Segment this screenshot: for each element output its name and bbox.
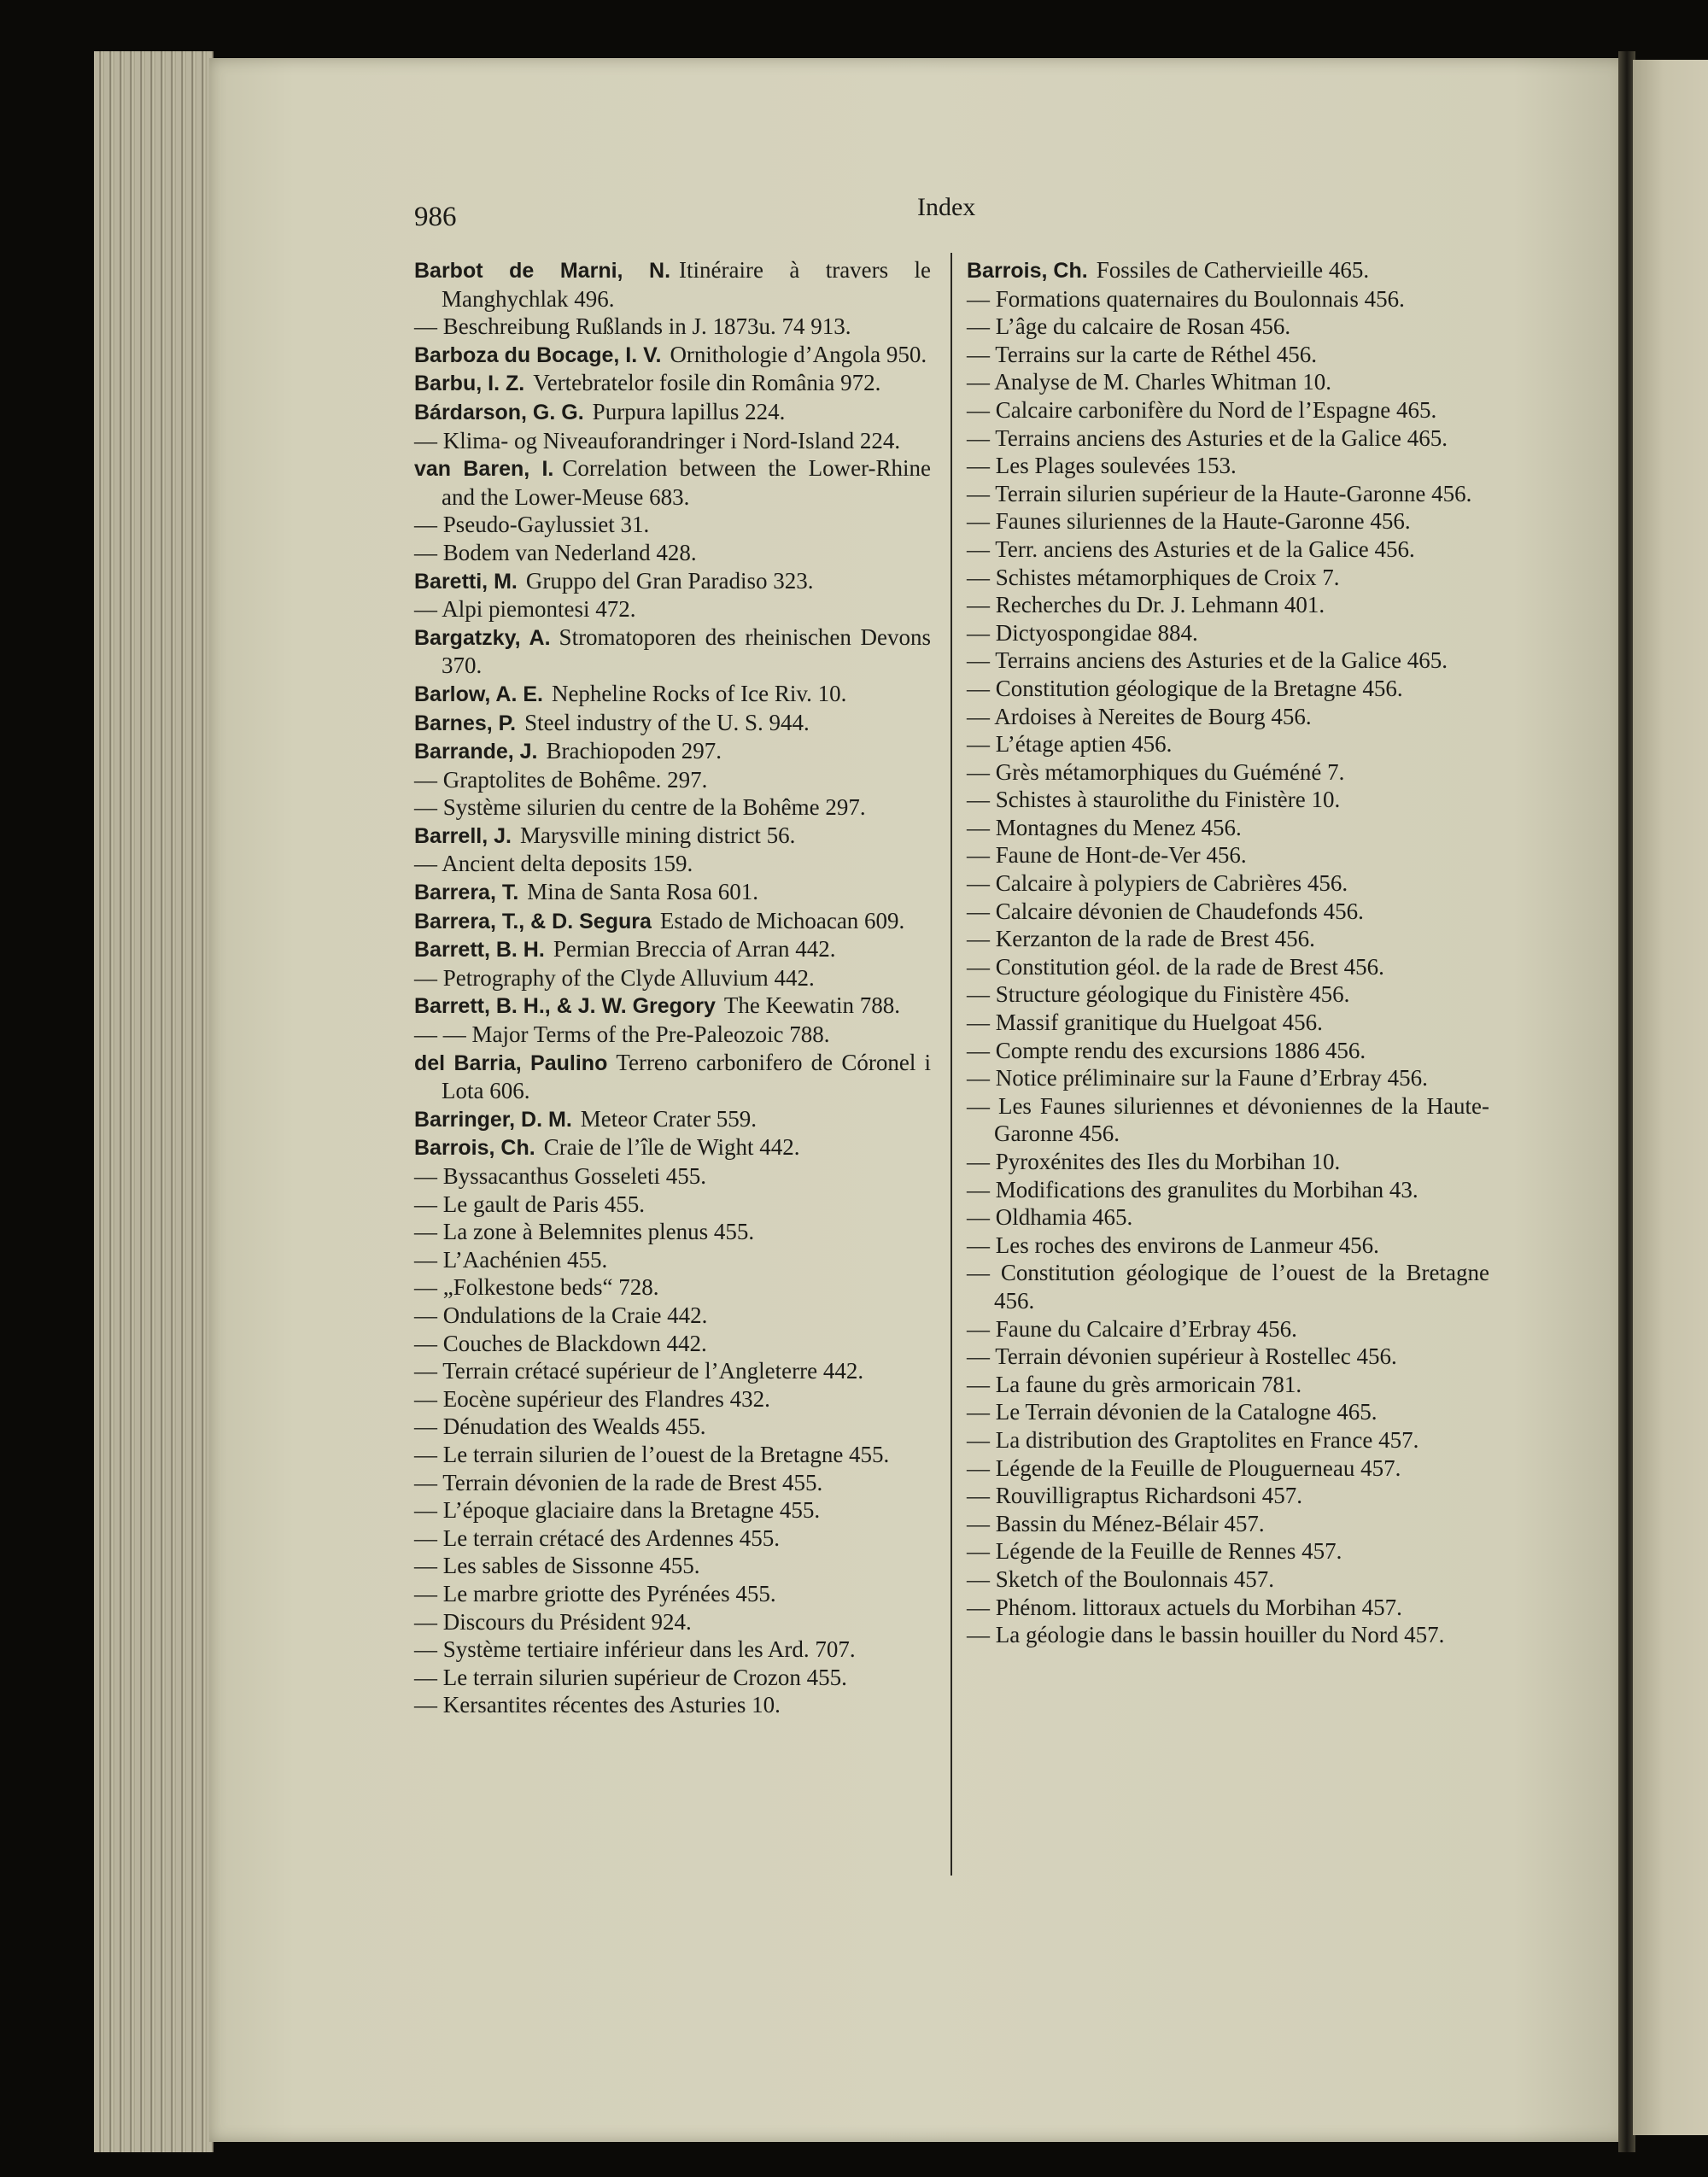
entry-title: — La distribution des Graptolites en France 457. bbox=[967, 1426, 1419, 1453]
entry-title: — Le Terrain dévonien de la Catalogne 465. bbox=[967, 1399, 1378, 1425]
index-entry bbox=[967, 1565, 1489, 1594]
index-entry bbox=[414, 766, 931, 794]
entry-title: — Faune du Calcaire d’Erbray 456. bbox=[967, 1315, 1297, 1342]
entry-title: — Terrain silurien supérieur de la Haute-Garonne 456. bbox=[967, 480, 1472, 506]
entry-title: Itinéraire à travers le Manghychlak 496. bbox=[442, 257, 932, 312]
index-entry bbox=[967, 703, 1489, 731]
entry-author: Barrett, B. H., & J. W. Gregory bbox=[414, 994, 716, 1019]
entry-title: — Schistes métamorphiques de Croix 7. bbox=[967, 564, 1340, 590]
entry-title: Stromatoporen des rheinischen Devons 370. bbox=[442, 623, 932, 679]
index-entry bbox=[967, 925, 1489, 953]
index-entry bbox=[967, 647, 1489, 675]
index-entry bbox=[414, 1302, 931, 1330]
entry-title: — Système tertiaire inférieur dans les Ard. 707. bbox=[414, 1636, 856, 1663]
entry-title: — Graptolites de Bohême. 297. bbox=[414, 766, 708, 793]
entry-title: — Pseudo-Gaylussiet 31. bbox=[414, 512, 650, 538]
index-entry bbox=[967, 591, 1489, 619]
index-entry bbox=[967, 675, 1489, 703]
index-entry bbox=[967, 1009, 1489, 1037]
entry-author: Bárdarson, G. G. bbox=[414, 400, 584, 424]
entry-title: — La géologie dans le bassin houiller du Nord 457. bbox=[967, 1622, 1445, 1648]
entry-title: — Terrain dévonien supérieur à Rostellec 456. bbox=[967, 1343, 1397, 1370]
entry-title: Meteor Crater 559. bbox=[580, 1105, 757, 1132]
index-entry bbox=[967, 841, 1489, 869]
entry-title: — Les Plages soulevées 153. bbox=[967, 453, 1237, 479]
index-entry bbox=[414, 793, 931, 822]
entry-title: — Système silurien du centre de la Bohême 297. bbox=[414, 794, 866, 821]
index-entry bbox=[967, 1203, 1489, 1232]
entry-title: Permian Breccia of Arran 442. bbox=[553, 936, 836, 963]
entry-title: — Ondulations de la Craie 442. bbox=[414, 1302, 708, 1328]
entry-title: — Dénudation des Wealds 455. bbox=[414, 1413, 706, 1440]
index-entry bbox=[967, 1398, 1489, 1426]
index-entry bbox=[414, 850, 931, 878]
entry-author: Barrera, T., & D. Segura bbox=[414, 909, 652, 933]
index-entry bbox=[967, 814, 1489, 842]
entry-title: — Montagnes du Menez 456. bbox=[967, 814, 1242, 840]
entry-title: — Terr. anciens des Asturies et de la Galice 456. bbox=[967, 535, 1415, 562]
entry-author: van Baren, I. bbox=[414, 457, 554, 482]
entry-author: Barlow, A. E. bbox=[414, 682, 543, 706]
facing-page-edge bbox=[1633, 60, 1708, 2135]
index-entry bbox=[414, 623, 931, 680]
entry-title: — Petrography of the Clyde Alluvium 442. bbox=[414, 964, 815, 991]
entry-title: — Alpi piemontesi 472. bbox=[414, 596, 636, 623]
entry-title: — Kersantites récentes des Asturies 10. bbox=[414, 1692, 781, 1718]
entry-title: — Oldhamia 465. bbox=[967, 1204, 1133, 1231]
entry-title: Brachiopoden 297. bbox=[546, 738, 722, 764]
index-entry bbox=[967, 507, 1489, 535]
index-entry bbox=[414, 737, 931, 766]
entry-title: — Byssacanthus Gosseleti 455. bbox=[414, 1163, 706, 1189]
entry-title: — Formations quaternaires du Boulonnais 456. bbox=[967, 285, 1405, 312]
index-entry bbox=[967, 396, 1489, 424]
entry-author: Barrell, J. bbox=[414, 823, 512, 848]
index-entry bbox=[414, 1049, 931, 1105]
entry-title: — Pyroxénites des Iles du Morbihan 10. bbox=[967, 1149, 1341, 1174]
index-entry bbox=[414, 1691, 931, 1719]
entry-title: — Terrains sur la carte de Réthel 456. bbox=[967, 341, 1317, 367]
index-entry bbox=[967, 1482, 1489, 1510]
entry-title: — Les Faunes siluriennes et dévoniennes de la Haute-Garonne 456. bbox=[967, 1092, 1489, 1147]
index-entry bbox=[967, 1343, 1489, 1371]
index-entry bbox=[967, 1176, 1489, 1204]
entry-title: — Sketch of the Boulonnais 457. bbox=[967, 1565, 1274, 1592]
entry-title: — Recherches du Dr. J. Lehmann 401. bbox=[967, 592, 1325, 618]
index-entry bbox=[967, 980, 1489, 1009]
entry-title: — Le gault de Paris 455. bbox=[414, 1191, 645, 1217]
index-entry bbox=[414, 1552, 931, 1580]
page-number: 986 bbox=[414, 202, 457, 232]
index-entry bbox=[414, 1413, 931, 1441]
index-column-left bbox=[414, 256, 931, 1719]
index-entry bbox=[967, 452, 1489, 480]
entry-title: — Klima- og Niveauforandringer i Nord-Island 224. bbox=[414, 427, 901, 454]
index-entry bbox=[414, 992, 931, 1021]
entry-title: — „Folkestone beds“ 728. bbox=[414, 1274, 659, 1301]
index-entry bbox=[414, 1524, 931, 1553]
entry-title: — L’époque glaciaire dans la Bretagne 455. bbox=[414, 1497, 821, 1524]
entry-title: Nepheline Rocks of Ice Riv. 10. bbox=[551, 680, 847, 706]
index-entry bbox=[967, 368, 1489, 396]
index-entry bbox=[414, 1664, 931, 1692]
index-entry bbox=[414, 1580, 931, 1608]
index-entry bbox=[967, 1037, 1489, 1065]
index-entry bbox=[414, 398, 931, 427]
entry-title: — Discours du Président 924. bbox=[414, 1608, 692, 1635]
index-entry bbox=[414, 1162, 931, 1191]
entry-title: — Constitution géologique de l’ouest de la Bretagne 456. bbox=[967, 1260, 1489, 1314]
entry-title: — Calcaire dévonien de Chaudefonds 456. bbox=[967, 898, 1364, 924]
index-entry bbox=[967, 1510, 1489, 1538]
index-entry bbox=[414, 595, 931, 623]
entry-title: — Phénom. littoraux actuels du Morbihan 457. bbox=[967, 1594, 1402, 1620]
entry-title: Gruppo del Gran Paradiso 323. bbox=[525, 567, 814, 594]
index-entry bbox=[414, 680, 931, 709]
index-entry bbox=[414, 1191, 931, 1219]
index-entry bbox=[967, 953, 1489, 981]
entry-title: — L’étage aptien 456. bbox=[967, 731, 1173, 758]
index-entry bbox=[967, 786, 1489, 814]
index-entry bbox=[967, 1064, 1489, 1092]
index-entry bbox=[967, 1232, 1489, 1260]
index-entry bbox=[967, 1537, 1489, 1565]
entry-title: Craie de l’île de Wight 442. bbox=[543, 1134, 800, 1161]
index-entry bbox=[967, 730, 1489, 758]
index-entry bbox=[414, 1441, 931, 1469]
entry-title: — Calcaire carbonifère du Nord de l’Espagne 465. bbox=[967, 396, 1437, 423]
entry-title: — Les sables de Sissonne 455. bbox=[414, 1553, 700, 1579]
page-edges bbox=[94, 51, 214, 2152]
entry-title: — La faune du grès armoricain 781. bbox=[967, 1371, 1302, 1397]
entry-title: Mina de Santa Rosa 601. bbox=[527, 879, 759, 905]
index-entry bbox=[414, 1636, 931, 1664]
entry-title: Terreno carbonifero de Córonel i Lota 606. bbox=[442, 1049, 931, 1104]
index-entry bbox=[967, 1454, 1489, 1483]
entry-title: — Dictyospongidae 884. bbox=[967, 619, 1198, 646]
index-entry bbox=[414, 1357, 931, 1385]
column-divider bbox=[951, 253, 952, 1876]
index-entry bbox=[414, 539, 931, 567]
entry-title: — Kerzanton de la rade de Brest 456. bbox=[967, 926, 1315, 952]
entry-title: — Modifications des granulites du Morbihan 43. bbox=[967, 1176, 1418, 1203]
index-entry bbox=[414, 1218, 931, 1246]
entry-title: The Keewatin 788. bbox=[723, 992, 901, 1019]
entry-title: — Rouvilligraptus Richardsoni 457. bbox=[967, 1483, 1302, 1509]
entry-title: Vertebratelor fosile din România 972. bbox=[533, 370, 881, 396]
entry-title: Marysville mining district 56. bbox=[519, 822, 796, 848]
index-entry bbox=[967, 869, 1489, 898]
index-entry bbox=[967, 1594, 1489, 1622]
index-entry bbox=[967, 1259, 1489, 1314]
index-entry bbox=[414, 313, 931, 341]
index-entry bbox=[414, 1608, 931, 1636]
index-entry bbox=[414, 567, 931, 596]
entry-title: — Constitution géol. de la rade de Brest 456. bbox=[967, 953, 1384, 980]
index-entry bbox=[967, 1148, 1489, 1176]
entry-title: — Terrains anciens des Asturies et de la Galice 465. bbox=[967, 424, 1448, 451]
entry-title: — Constitution géologique de la Bretagne 456. bbox=[967, 675, 1403, 701]
entry-title: — Eocène supérieur des Flandres 432. bbox=[414, 1385, 770, 1412]
entry-title: — Schistes à staurolithe du Finistère 10. bbox=[967, 787, 1341, 813]
entry-title: — Les roches des environs de Lanmeur 456. bbox=[967, 1232, 1379, 1258]
index-entry bbox=[414, 256, 931, 313]
entry-title: — Ardoises à Nereites de Bourg 456. bbox=[967, 703, 1312, 729]
entry-title: — Légende de la Feuille de Plouguerneau 457. bbox=[967, 1454, 1401, 1481]
index-entry bbox=[414, 964, 931, 992]
index-entry bbox=[967, 341, 1489, 369]
index-entry bbox=[967, 1371, 1489, 1399]
index-entry bbox=[967, 1092, 1489, 1148]
entry-title: — — Major Terms of the Pre-Paleozoic 788. bbox=[414, 1021, 830, 1048]
index-entry bbox=[414, 1246, 931, 1274]
index-entry bbox=[414, 822, 931, 851]
entry-title: — L’âge du calcaire de Rosan 456. bbox=[967, 313, 1291, 340]
index-entry bbox=[414, 1105, 931, 1134]
index-entry bbox=[414, 1385, 931, 1413]
entry-author: Bargatzky, A. bbox=[414, 625, 551, 650]
index-entry bbox=[414, 1021, 931, 1049]
entry-title: — Notice préliminaire sur la Faune d’Erbray 456. bbox=[967, 1065, 1428, 1091]
entry-title: Ornithologie d’Angola 950. bbox=[670, 341, 927, 367]
index-entry bbox=[967, 313, 1489, 341]
index-entry bbox=[414, 427, 931, 455]
index-entry bbox=[967, 535, 1489, 564]
index-entry bbox=[414, 709, 931, 738]
entry-author: Barrera, T. bbox=[414, 881, 519, 905]
index-entry bbox=[414, 907, 931, 936]
entry-author: Barrois, Ch. bbox=[967, 259, 1088, 283]
entry-title: — Terrains anciens des Asturies et de la Galice 465. bbox=[967, 647, 1448, 674]
index-entry bbox=[414, 369, 931, 398]
entry-title: — Le marbre griotte des Pyrénées 455. bbox=[414, 1580, 776, 1606]
entry-title: — Bodem van Nederland 428. bbox=[414, 539, 697, 565]
entry-title: Correlation between the Lower-Rhine and the Lower-Meuse 683. bbox=[442, 455, 932, 510]
entry-title: — Le terrain crétacé des Ardennes 455. bbox=[414, 1524, 781, 1551]
index-entry bbox=[414, 935, 931, 964]
index-entry bbox=[414, 1496, 931, 1524]
index-entry bbox=[967, 564, 1489, 592]
entry-title: — Couches de Blackdown 442. bbox=[414, 1330, 707, 1356]
index-entry bbox=[967, 1315, 1489, 1343]
entry-author: Barnes, P. bbox=[414, 711, 517, 735]
entry-author: del Barria, Paulino bbox=[414, 1050, 608, 1075]
entry-title: — Grès métamorphiques du Guéméné 7. bbox=[967, 758, 1345, 785]
entry-title: Fossiles de Cathervieille 465. bbox=[1096, 257, 1370, 283]
entry-title: — Terrain crétacé supérieur de l’Angleterre 442. bbox=[414, 1358, 864, 1384]
entry-author: Barboza du Bocage, I. V. bbox=[414, 342, 662, 367]
index-entry bbox=[967, 619, 1489, 647]
entry-title: — L’Aachénien 455. bbox=[414, 1246, 608, 1273]
index-entry bbox=[967, 1621, 1489, 1649]
index-column-right bbox=[967, 256, 1489, 1649]
entry-author: Barrande, J. bbox=[414, 740, 538, 764]
entry-title: — Massif granitique du Huelgoat 456. bbox=[967, 1009, 1323, 1036]
index-entry bbox=[967, 256, 1489, 285]
index-entry bbox=[967, 285, 1489, 313]
index-entry bbox=[414, 341, 931, 370]
entry-title: — Terrain dévonien de la rade de Brest 455. bbox=[414, 1469, 823, 1495]
entry-title: — Beschreibung Rußlands in J. 1873u. 74 913. bbox=[414, 313, 851, 340]
index-entry bbox=[414, 454, 931, 511]
index-entry bbox=[414, 1133, 931, 1162]
index-entry bbox=[967, 758, 1489, 787]
index-entry bbox=[414, 1469, 931, 1497]
index-entry bbox=[414, 878, 931, 907]
index-entry bbox=[414, 1330, 931, 1358]
index-entry bbox=[967, 1426, 1489, 1454]
entry-title: — Légende de la Feuille de Rennes 457. bbox=[967, 1538, 1342, 1565]
index-entry bbox=[414, 511, 931, 539]
entry-title: — Compte rendu des excursions 1886 456. bbox=[967, 1037, 1366, 1063]
entry-title: — Bassin du Ménez-Bélair 457. bbox=[967, 1510, 1265, 1536]
entry-title: — Faune de Hont-de-Ver 456. bbox=[967, 842, 1247, 869]
entry-title: Purpura lapillus 224. bbox=[592, 398, 786, 424]
index-entry bbox=[967, 480, 1489, 508]
index-entry bbox=[967, 898, 1489, 926]
entry-title: — La zone à Belemnites plenus 455. bbox=[414, 1219, 755, 1245]
entry-author: Barringer, D. M. bbox=[414, 1107, 572, 1132]
entry-title: — Le terrain silurien de l’ouest de la Bretagne 455. bbox=[414, 1441, 890, 1467]
entry-title: Estado de Michoacan 609. bbox=[659, 907, 905, 933]
entry-author: Barbu, I. Z. bbox=[414, 372, 525, 396]
entry-title: Steel industry of the U. S. 944. bbox=[524, 709, 810, 735]
entry-title: — Analyse de M. Charles Whitman 10. bbox=[967, 369, 1331, 395]
entry-title: — Le terrain silurien supérieur de Crozon 455. bbox=[414, 1664, 847, 1690]
entry-title: — Structure géologique du Finistère 456. bbox=[967, 981, 1350, 1008]
entry-author: Barrois, Ch. bbox=[414, 1136, 535, 1161]
entry-title: — Calcaire à polypiers de Cabrières 456. bbox=[967, 870, 1348, 897]
entry-title: — Faunes siluriennes de la Haute-Garonne 456. bbox=[967, 508, 1411, 535]
entry-author: Barrett, B. H. bbox=[414, 938, 545, 963]
entry-title: — Ancient delta deposits 159. bbox=[414, 851, 693, 877]
index-entry bbox=[967, 424, 1489, 453]
entry-author: Barbot de Marni, N. bbox=[414, 259, 671, 283]
index-entry bbox=[414, 1273, 931, 1302]
entry-author: Baretti, M. bbox=[414, 569, 518, 594]
running-title: Index bbox=[917, 193, 976, 221]
